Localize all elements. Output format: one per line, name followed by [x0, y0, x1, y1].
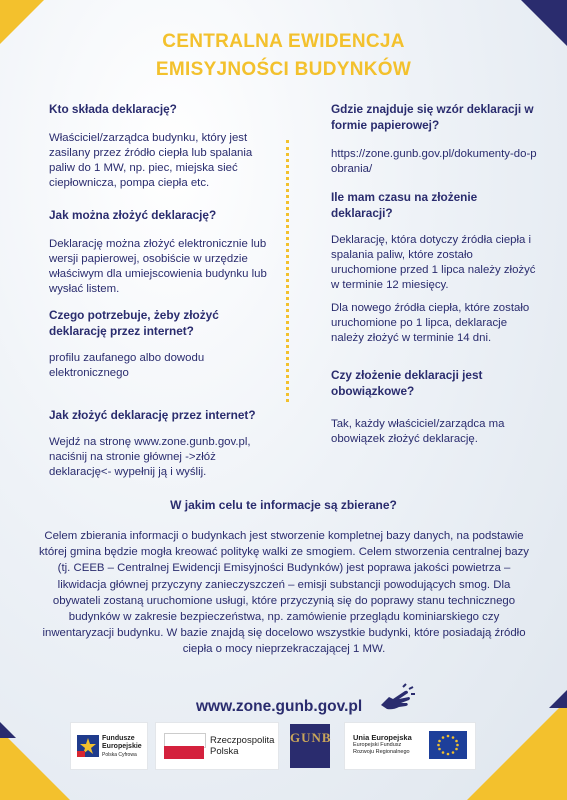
gunb-logo [290, 724, 330, 768]
faq-question: Czego potrzebuje, żeby złożyć deklarację przez internet? [49, 308, 219, 338]
fe-line3: Polska Cyfrowa [102, 752, 137, 758]
faq-question: Jak można złożyć deklarację? [49, 208, 217, 222]
faq-question: Kto składa deklarację? [49, 102, 177, 116]
faq-question: Gdzie znajduje się wzór deklaracji w formie papierowej? [331, 102, 534, 132]
faq-answer: Tak, każdy właściciel/zarządca ma obowiązek złożyć deklarację. [331, 418, 505, 445]
page-title-line2: EMISYJNOŚCI BUDYNKÓW [155, 59, 412, 80]
fe-star-icon [77, 735, 99, 757]
rzeczpospolita-polska-logo [155, 722, 279, 770]
fundusze-europejskie-logo [70, 722, 148, 770]
column-divider [286, 140, 289, 402]
corner-decoration-bottom-right-navy [549, 690, 567, 708]
ue-line2: Europejski Fundusz [353, 742, 402, 748]
faq-question: Czy złożenie deklaracji jest obowiązkowe? [331, 368, 483, 398]
fe-line1: Fundusze [102, 735, 135, 742]
fe-line2: Europejskie [102, 743, 142, 750]
faq-right-column [331, 101, 541, 461]
ue-line1: Unia Europejska [353, 733, 412, 742]
faq-answer-link[interactable]: https://zone.gunb.gov.pl/dokumenty-do-pobrania/ [331, 148, 537, 175]
faq-answer: Deklarację można złożyć elektronicznie lub wersji papierowej, osobiście w urzędzie właściwym dla umiejscowienia budynku lub wysłać listem. [49, 238, 267, 295]
purpose-paragraph: Celem zbierania informacji o budynkach jest stworzenie kompletnej bazy danych, na podstawie której gmina będzie mogła kreować politykę walki ze smogiem. Celem stworzenia centralnej bazy (tj. CEEB – Centralnej Ewidencji Emisyjności Budynków) jest poprawa jakości powietrza – likwidacja głównej przyczyny zanieczyszczeń – emisji substancji powodujących smog. Dla obywateli zostaną uruchomione usługi, które przyczynią się do poprawy stanu technicznego budynków w zakresie bezpieczeństwa, np. zamówienie przeglądu kominiarskiego czy inwentaryzacji budynku. W bazie znajdą się docelowo wszystkie budynki, które posiadają źródło ciepła o mocy nieprzekraczającej 1 MW. [38, 530, 529, 656]
rp-line1: Rzeczpospolita [210, 735, 275, 746]
rp-line2: Polska [210, 746, 239, 757]
flag-red-icon [164, 746, 204, 759]
gunb-logo-text: GUNB [290, 730, 332, 745]
faq-question: Ile mam czasu na złożenie deklaracji? [331, 190, 478, 220]
faq-answer: Dla nowego źródła ciepła, które zostało uruchomione po 1 lipca, deklaracje należy złożyć w terminie 14 dni. [331, 302, 530, 344]
faq-answer: Właściciel/zarządca budynku, który jest zasilany przez źródło ciepła lub spalania paliw do 1 MW, np. piec, miejska sieć ciepłownicza, pompa ciepła etc. [49, 132, 253, 189]
faq-answer: Wejdź na stronę www.zone.gunb.gov.pl, naciśnij na stronie głównej ->złóż deklarację<- wypełnij ją i wyślij. [49, 436, 251, 478]
faq-question: Jak złożyć deklarację przez internet? [49, 408, 256, 422]
faq-answer: profilu zaufanego albo dowodu elektronicznego [49, 352, 205, 379]
website-link[interactable]: www.zone.gunb.gov.pl [196, 698, 363, 715]
eu-flag-icon [429, 731, 467, 759]
purpose-heading: W jakim celu te informacje są zbierane? [170, 498, 397, 512]
faq-answer: Deklarację, która dotyczy źródła ciepła i spalania paliw, które zostało uruchomione przed 1 lipca należy złożyć w terminie 12 miesięcy. [331, 234, 536, 291]
pointing-hand-icon [379, 683, 415, 713]
ue-line3: Rozwoju Regionalnego [353, 749, 410, 755]
faq-left-column [49, 101, 277, 501]
sponsor-logos [0, 722, 567, 772]
page-title-line1: CENTRALNA EWIDENCJA [162, 31, 405, 52]
unia-europejska-logo [344, 722, 476, 770]
